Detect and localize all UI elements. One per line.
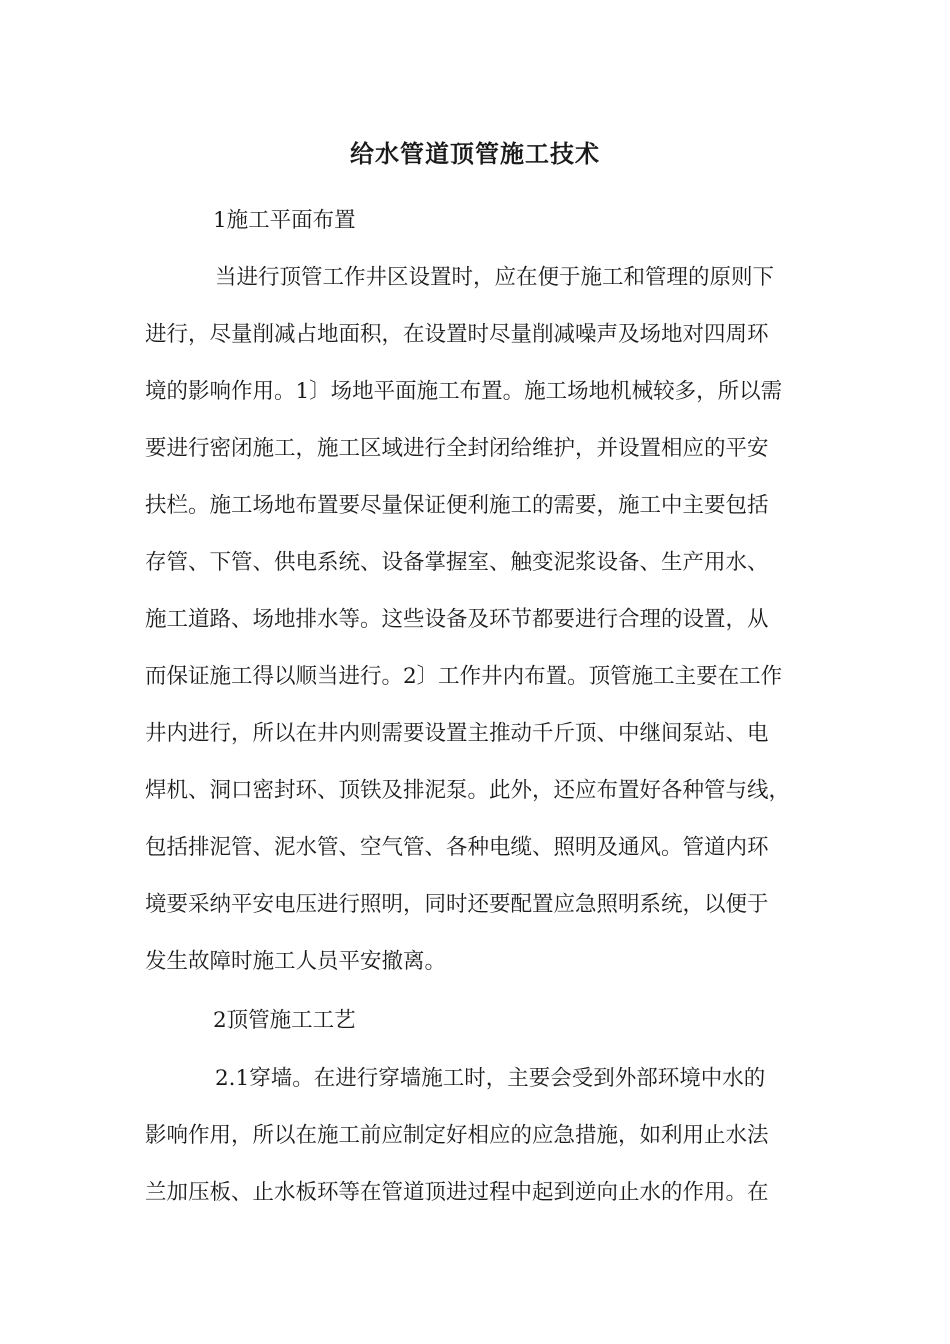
paragraph-line: 进行，尽量削减占地面积，在设置时尽量削减噪声及场地对四周环 [145,322,769,347]
paragraph-line: 要进行密闭施工，施工区域进行全封闭给维护，并设置相应的平安 [145,436,769,461]
section-heading: 1施工平面布置 [213,208,356,233]
document-title: 给水管道顶管施工技术 [350,139,600,168]
paragraph-line: 井内进行，所以在井内则需要设置主推动千斤顶、中继间泵站、电 [145,721,769,746]
paragraph-line: 包括排泥管、泥水管、空气管、各种电缆、照明及通风。管道内环 [145,835,769,860]
paragraph-line: 影响作用，所以在施工前应制定好相应的应急措施，如利用止水法 [145,1123,769,1148]
paragraph-line: 境的影响作用。1〕场地平面施工布置。施工场地机械较多，所以需 [145,379,783,404]
paragraph-line: 扶栏。施工场地布置要尽量保证便利施工的需要，施工中主要包括 [145,493,769,518]
paragraph-line: 发生故障时施工人员平安撤离。 [145,949,447,974]
paragraph-line: 境要采纳平安电压进行照明，同时还要配置应急照明系统，以便于 [145,892,769,917]
section-heading: 2顶管施工工艺 [213,1008,356,1033]
paragraph-line: 当进行顶管工作井区设置时，应在便于施工和管理的原则下 [215,265,775,290]
paragraph-line: 而保证施工得以顺当进行。2〕工作井内布置。顶管施工主要在工作 [145,664,783,689]
paragraph-line: 焊机、洞口密封环、顶铁及排泥泵。此外，还应布置好各种管与线， [145,778,791,803]
paragraph-line: 施工道路、场地排水等。这些设备及环节都要进行合理的设置，从 [145,607,769,632]
paragraph-line: 存管、下管、供电系统、设备掌握室、触变泥浆设备、生产用水、 [145,550,769,575]
paragraph-line: 兰加压板、止水板环等在管道顶进过程中起到逆向止水的作用。在 [145,1180,769,1205]
paragraph-line: 2.1穿墙。在进行穿墙施工时，主要会受到外部环境中水的 [215,1066,766,1091]
